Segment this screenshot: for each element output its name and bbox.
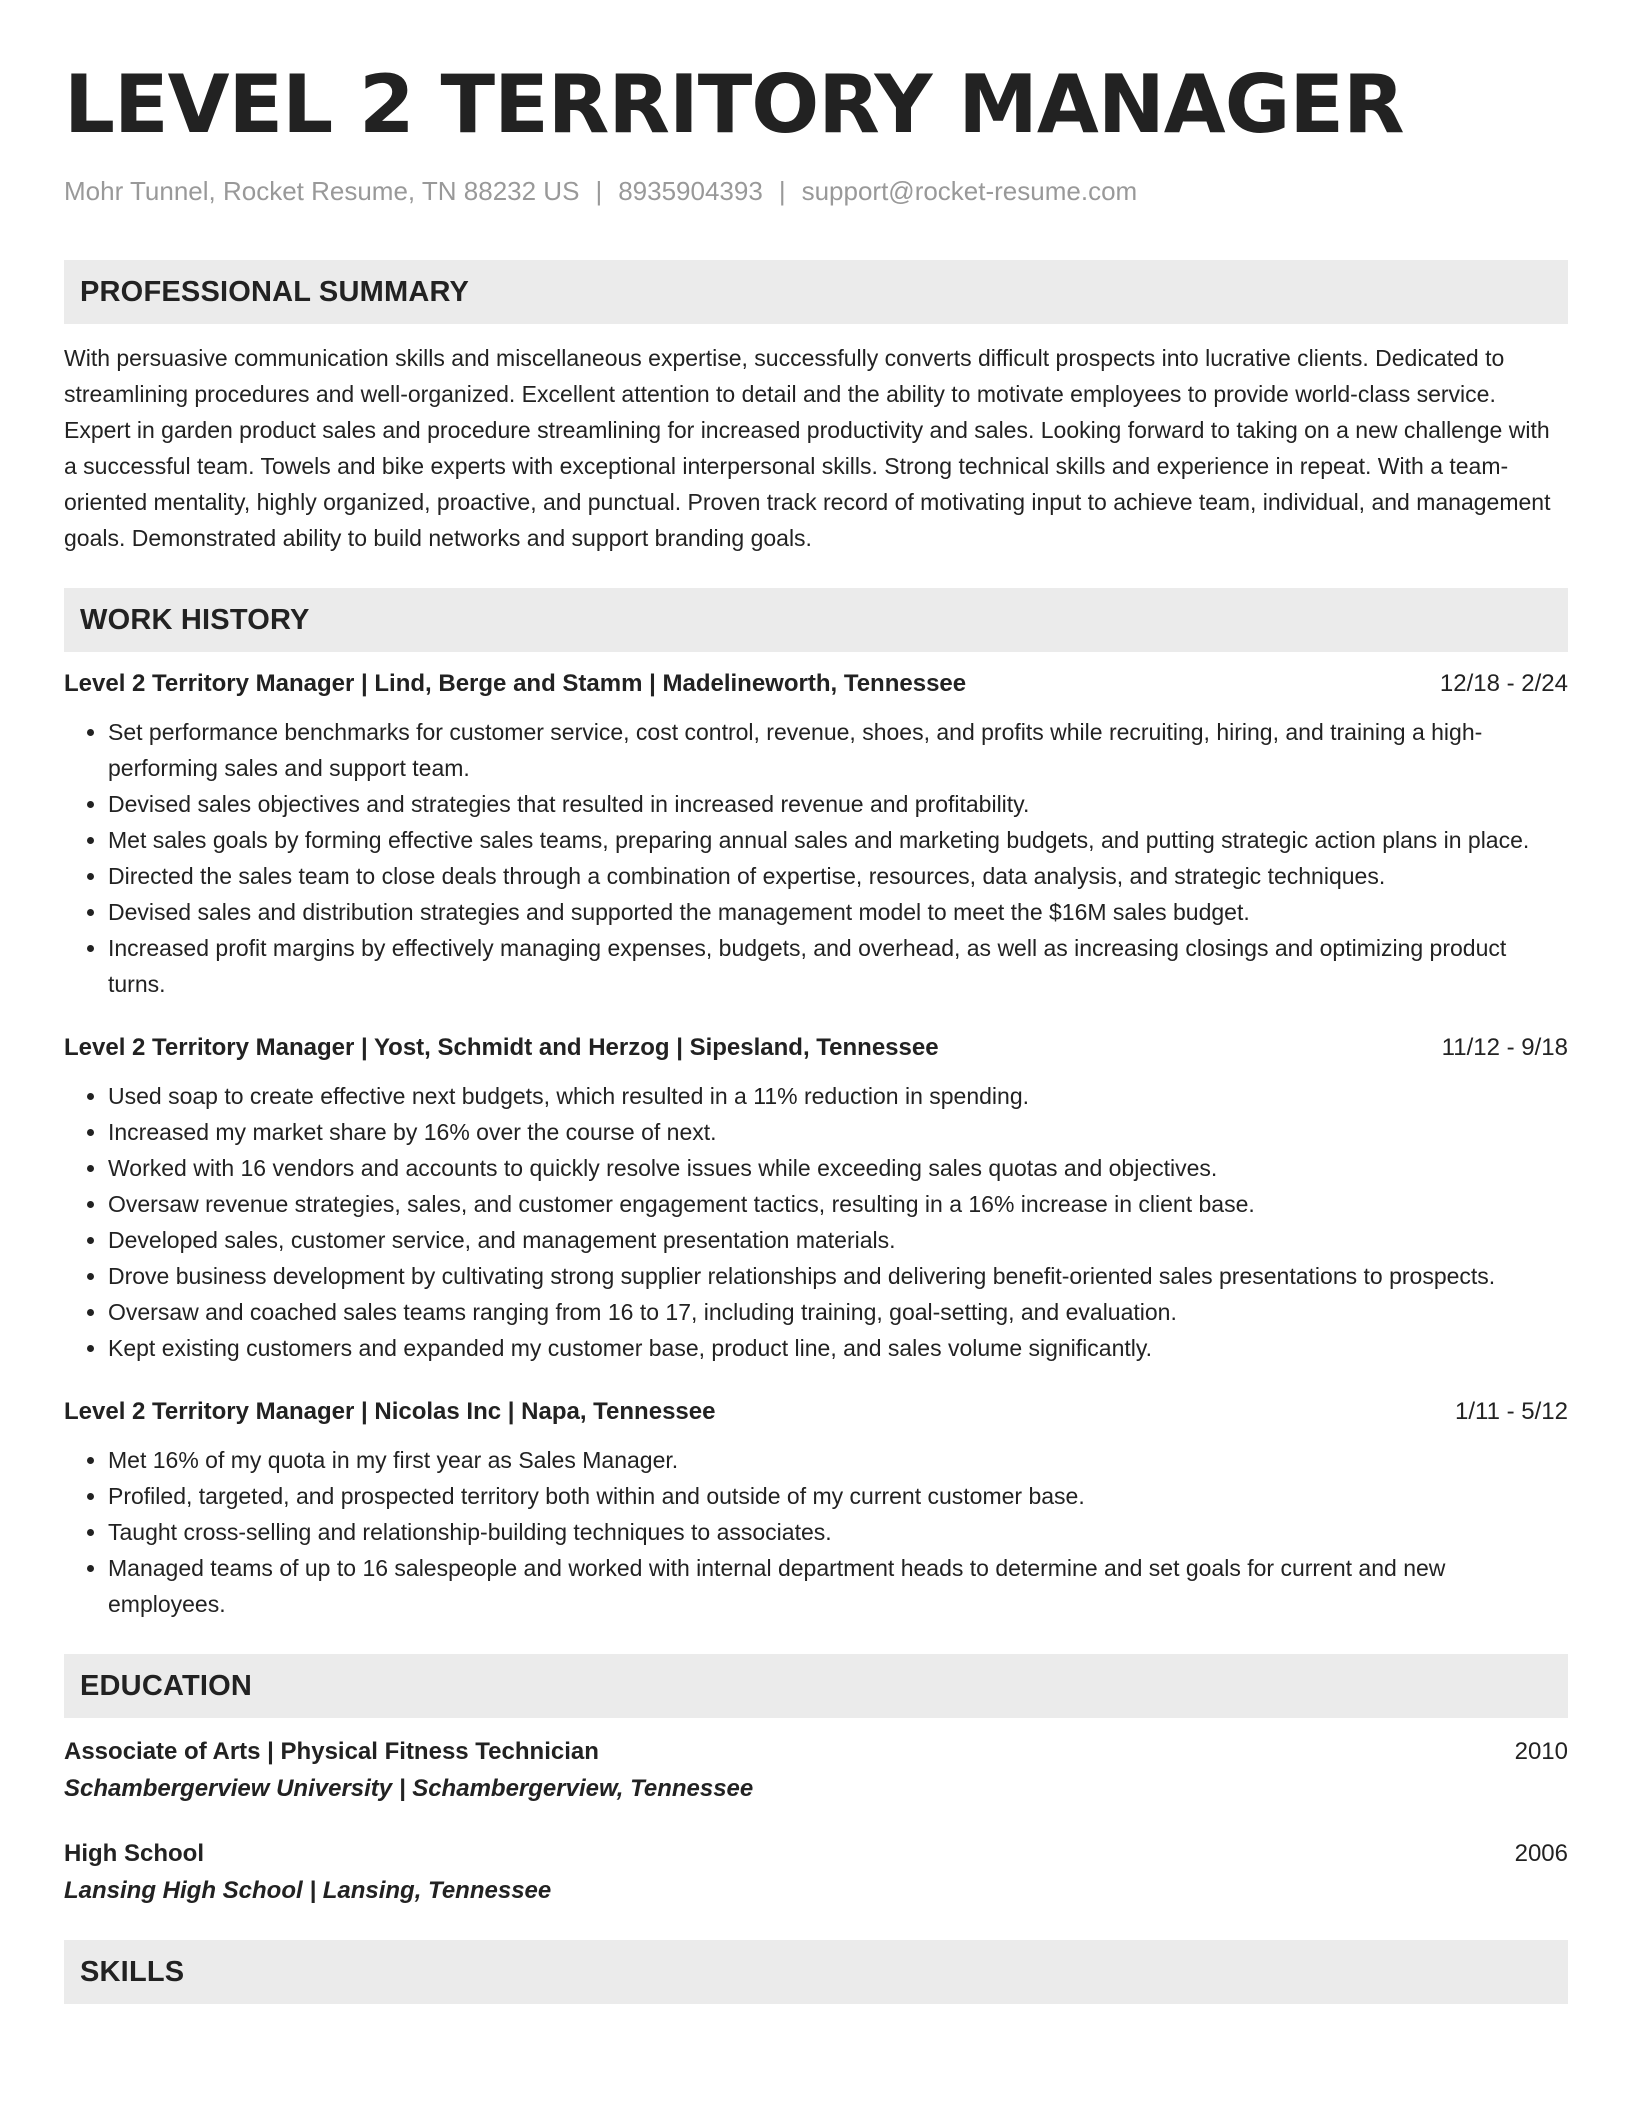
contact-phone: 8935904393: [618, 176, 763, 206]
contact-separator: |: [778, 176, 786, 206]
education-degree: Associate of Arts | Physical Fitness Technician: [64, 1738, 599, 1765]
education-year: 2006: [1514, 1840, 1568, 1867]
section-header-education: [64, 1654, 1568, 1718]
section-header-skills: [64, 1940, 1568, 2004]
list-item: • Devised sales objectives and strategies that resulted in increased revenue and profitability.: [108, 786, 1568, 822]
contact-line: [64, 174, 1568, 208]
section-title: WORK HISTORY: [80, 603, 310, 636]
education-degree: High School: [64, 1840, 204, 1867]
education-school: Schambergerview University | Schambergerview, Tennessee: [64, 1775, 754, 1802]
job-bullets: [64, 1078, 1568, 1366]
contact-email: support@rocket-resume.com: [801, 176, 1138, 206]
job-title: Level 2 Territory Manager | Lind, Berge and Stamm | Madelineworth, Tennessee: [64, 670, 967, 697]
job-dates: 11/12 - 9/18: [1441, 1034, 1568, 1061]
list-item: • Managed teams of up to 16 salespeople and worked with internal department heads to determine and set goals for current and new employees.: [108, 1550, 1568, 1622]
education-entry: [64, 1838, 1568, 1908]
list-item: • Oversaw and coached sales teams ranging from 16 to 17, including training, goal-setting, and evaluation.: [108, 1294, 1568, 1330]
section-title: EDUCATION: [80, 1669, 253, 1702]
list-item: • Set performance benchmarks for customer service, cost control, revenue, shoes, and profits while recruiting, hiring, and training a high-performing sales and support team.: [108, 714, 1568, 786]
education-year: 2010: [1514, 1738, 1568, 1765]
job-entry: [64, 668, 1568, 1002]
section-title: PROFESSIONAL SUMMARY: [80, 275, 470, 308]
job-entry: [64, 1396, 1568, 1622]
list-item: • Drove business development by cultivating strong supplier relationships and delivering benefit-oriented sales presentations to prospects.: [108, 1258, 1568, 1294]
list-item: • Worked with 16 vendors and accounts to quickly resolve issues while exceeding sales quotas and objectives.: [108, 1150, 1568, 1186]
list-item: • Met sales goals by forming effective sales teams, preparing annual sales and marketing budgets, and putting strategic action plans in place.: [108, 822, 1568, 858]
list-item: • Taught cross-selling and relationship-building techniques to associates.: [108, 1514, 1568, 1550]
list-item: • Kept existing customers and expanded my customer base, product line, and sales volume significantly.: [108, 1330, 1568, 1366]
list-item: • Directed the sales team to close deals through a combination of expertise, resources, data analysis, and strategic techniques.: [108, 858, 1568, 894]
list-item: • Met 16% of my quota in my first year as Sales Manager.: [108, 1442, 1568, 1478]
contact-address: Mohr Tunnel, Rocket Resume, TN 88232 US: [64, 176, 580, 206]
section-header-work-history: [64, 588, 1568, 652]
list-item: • Increased profit margins by effectively managing expenses, budgets, and overhead, as well as increasing closings and optimizing product turns.: [108, 930, 1568, 1002]
summary-text: With persuasive communication skills and miscellaneous expertise, successfully converts difficult prospects into lucrative clients. Dedicated to streamlining procedures and well-organized. Excellent attention to detail and the ability to motivate employees to provide world-class service. Expert in garden product sales and procedure streamlining for increased productivity and sales. Looking forward to taking on a new challenge with a successful team. Towels and bike experts with exceptional interpersonal skills. Strong technical skills and experience in repeat. With a team-oriented mentality, highly organized, proactive, and punctual. Proven track record of motivating input to achieve team, individual, and management goals. Demonstrated ability to build networks and support branding goals.: [64, 345, 1551, 551]
job-bullets: [64, 714, 1568, 1002]
section-title: SKILLS: [80, 1955, 185, 1988]
section-header-summary: [64, 260, 1568, 324]
job-title: Level 2 Territory Manager | Yost, Schmidt and Herzog | Sipesland, Tennessee: [64, 1034, 939, 1061]
contact-separator: |: [595, 176, 603, 206]
job-bullets: [64, 1442, 1568, 1622]
job-title: Level 2 Territory Manager | Nicolas Inc | Napa, Tennessee: [64, 1398, 716, 1425]
list-item: • Used soap to create effective next budgets, which resulted in a 11% reduction in spending.: [108, 1078, 1568, 1114]
list-item: • Profiled, targeted, and prospected territory both within and outside of my current customer base.: [108, 1478, 1568, 1514]
job-dates: 1/11 - 5/12: [1455, 1398, 1568, 1425]
list-item: • Devised sales and distribution strategies and supported the management model to meet the $16M sales budget.: [108, 894, 1568, 930]
job-entry: [64, 1032, 1568, 1366]
education-school: Lansing High School | Lansing, Tennessee: [64, 1877, 552, 1904]
list-item: • Increased my market share by 16% over the course of next.: [108, 1114, 1568, 1150]
education-entry: [64, 1736, 1568, 1806]
job-dates: 12/18 - 2/24: [1439, 670, 1568, 697]
list-item: • Developed sales, customer service, and management presentation materials.: [108, 1222, 1568, 1258]
list-item: • Oversaw revenue strategies, sales, and customer engagement tactics, resulting in a 16% increase in client base.: [108, 1186, 1568, 1222]
resume-title: LEVEL 2 TERRITORY MANAGER: [64, 58, 1404, 151]
